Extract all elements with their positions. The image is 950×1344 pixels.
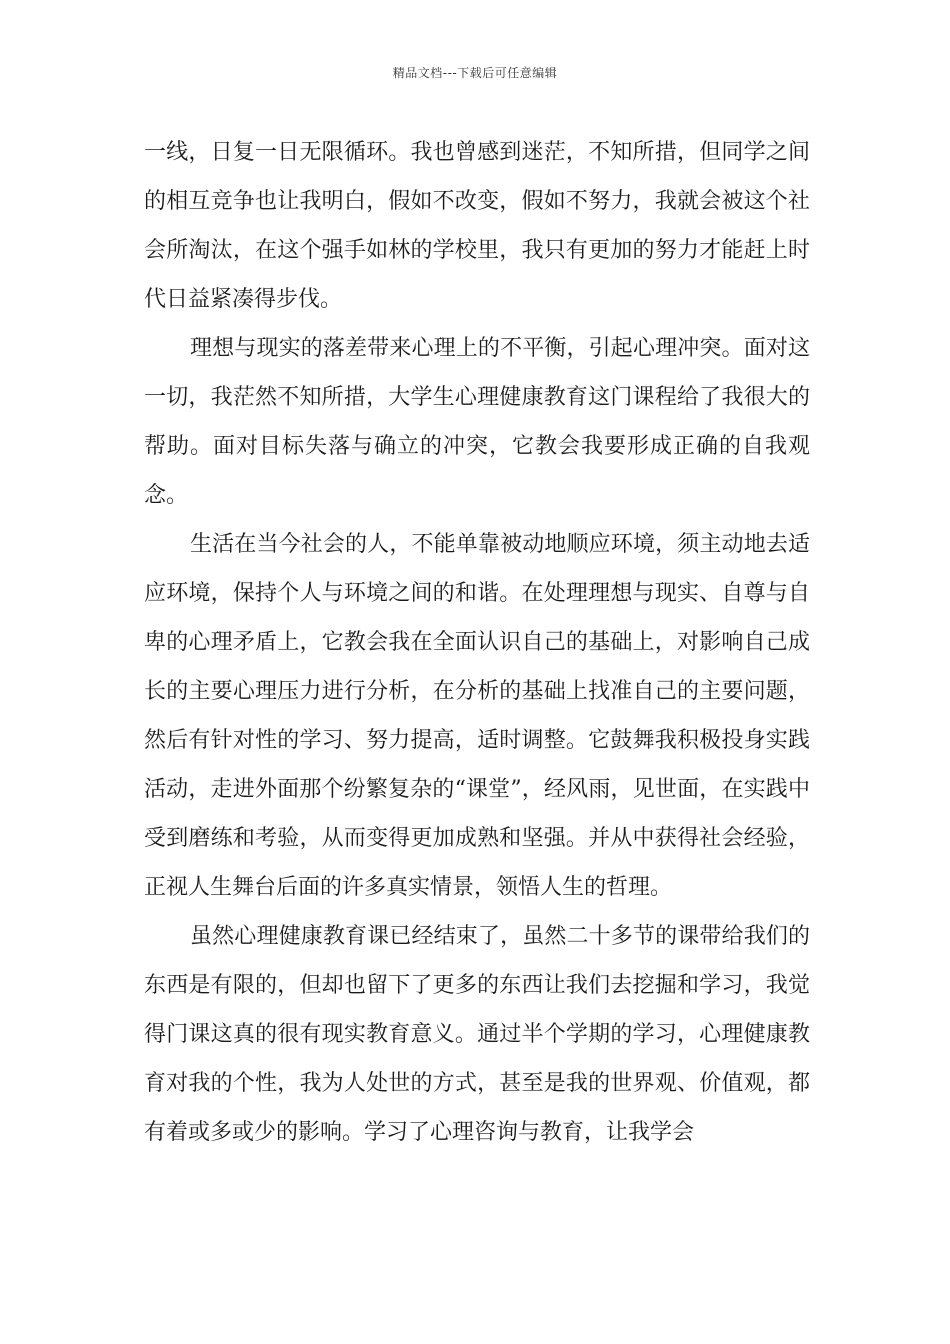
paragraph-3: 生活在当今社会的人，不能单靠被动地顺应环境，须主动地去适应环境，保持个人与环境之间的和谐。在处理理想与现实、自尊与自卑的心理矛盾上，它教会我在全面认识自己的基础上，对影响自己成长的主要心理压力进行分析，在分析的基础上找准自己的主要问题，然后有针对性的学习、努力提高，适时调整。它鼓舞我积极投身实践活动，走进外面那个纷繁复杂的“课堂”，经风雨，见世面，在实践中受到磨练和考验，从而变得更加成熟和坚强。并从中获得社会经验，正视人生舞台后面的许多真实情景，领悟人生的哲理。 bbox=[144, 532, 810, 900]
document-body bbox=[144, 128, 810, 1157]
paragraph-4: 虽然心理健康教育课已经结束了，虽然二十多节的课带给我们的东西是有限的，但却也留下了更多的东西让我们去挖掘和学习，我觉得门课这真的很有现实教育意义。通过半个学期的学习，心理健康教育对我的个性，我为人处世的方式，甚至是我的世界观、价值观，都有着或多或少的影响。学习了心理咨询与教育，让我学会 bbox=[144, 924, 810, 1145]
paragraph-2: 理想与现实的落差带来心理上的不平衡，引起心理冲突。面对这一切，我茫然不知所措，大学生心理健康教育这门课程给了我很大的帮助。面对目标失落与确立的冲突，它教会我要形成正确的自我观念。 bbox=[144, 336, 810, 508]
page-header: 精品文档---下载后可任意编辑 bbox=[392, 66, 558, 80]
paragraph-1: 一线，日复一日无限循环。我也曾感到迷茫，不知所措，但同学之间的相互竞争也让我明白，假如不改变，假如不努力，我就会被这个社会所淘汰，在这个强手如林的学校里，我只有更加的努力才能赶上时代日益紧凑得步伐。 bbox=[144, 140, 810, 312]
